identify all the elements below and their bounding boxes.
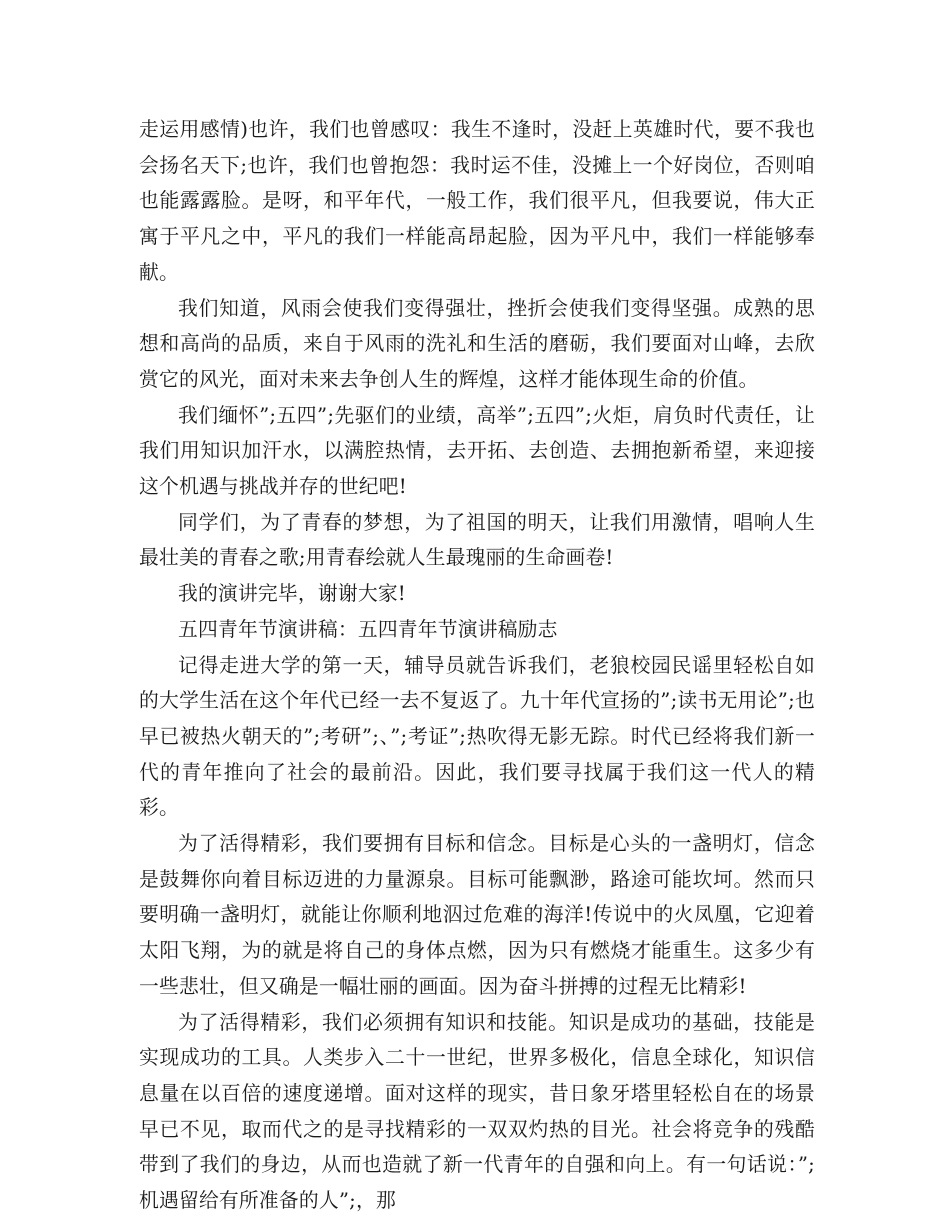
paragraph: 我的演讲完毕，谢谢大家!: [178, 582, 406, 606]
paragraph: 为了活得精彩，我们必须拥有知识和技能。知识是成功的基础，技能是实现成功的工具。人类步入二十一世纪，世界多极化，信息全球化，知识信息量在以百倍的速度递增。面对这样的现实，昔日象牙塔里轻松自在的场景早已不见，取而代之的是寻找精彩的一双双灼热的目光。社会将竞争的残酷带到了我们的身边，从而也造就了新一代青年的自强和向上。有一句话说：”;机遇留给有所准备的人”;，那: [139, 1010, 815, 1213]
paragraph: 我们缅怀”;五四”;先驱们的业绩，高举”;五四”;火炬，肩负时代责任，让我们用知识加汗水，以满腔热情，去开拓、去创造、去拥抱新希望，来迎接这个机遇与挑战并存的世纪吧!: [139, 403, 815, 499]
paragraph: 同学们，为了青春的梦想，为了祖国的明天，让我们用激情，唱响人生最壮美的青春之歌;用青春绘就人生最瑰丽的生命画卷!: [139, 510, 815, 570]
section-heading: 五四青年节演讲稿：五四青年节演讲稿励志: [178, 617, 558, 641]
paragraph: 为了活得精彩，我们要拥有目标和信念。目标是心头的一盏明灯，信念是鼓舞你向着目标迈进的力量源泉。目标可能飘渺，路途可能坎坷。然而只要明确一盏明灯，就能让你顺利地泅过危难的海洋!传说中的火凤凰，它迎着太阳飞翔，为的就是将自己的身体点燃，因为只有燃烧才能重生。这多少有一些悲壮，但又确是一幅壮丽的画面。因为奋斗拼搏的过程无比精彩!: [139, 832, 815, 998]
paragraph: 我们知道，风雨会使我们变得强壮，挫折会使我们变得坚强。成熟的思想和高尚的品质，来自于风雨的洗礼和生活的磨砺，我们要面对山峰，去欣赏它的风光，面对未来去争创人生的辉煌，这样才能体现生命的价值。: [139, 296, 815, 391]
paragraph: 走运用感情)也许，我们也曾感叹：我生不逢时，没赶上英雄时代，要不我也会扬名天下;也许，我们也曾抱怨：我时运不佳，没摊上一个好岗位，否则咱也能露露脸。是呀，和平年代，一般工作，我们很平凡，但我要说，伟大正寓于平凡之中，平凡的我们一样能高昂起脸，因为平凡中，我们一样能够奉献。: [139, 118, 815, 284]
paragraph: 记得走进大学的第一天，辅导员就告诉我们，老狼校园民谣里轻松自如的大学生活在这个年代已经一去不复返了。九十年代宣扬的”;读书无用论”;也早已被热火朝天的”;考研”;、”;考证”;热吹得无影无踪。时代已经将我们新一代的青年推向了社会的最前沿。因此，我们要寻找属于我们这一代人的精彩。: [139, 653, 815, 820]
document-body: [139, 112, 815, 1219]
